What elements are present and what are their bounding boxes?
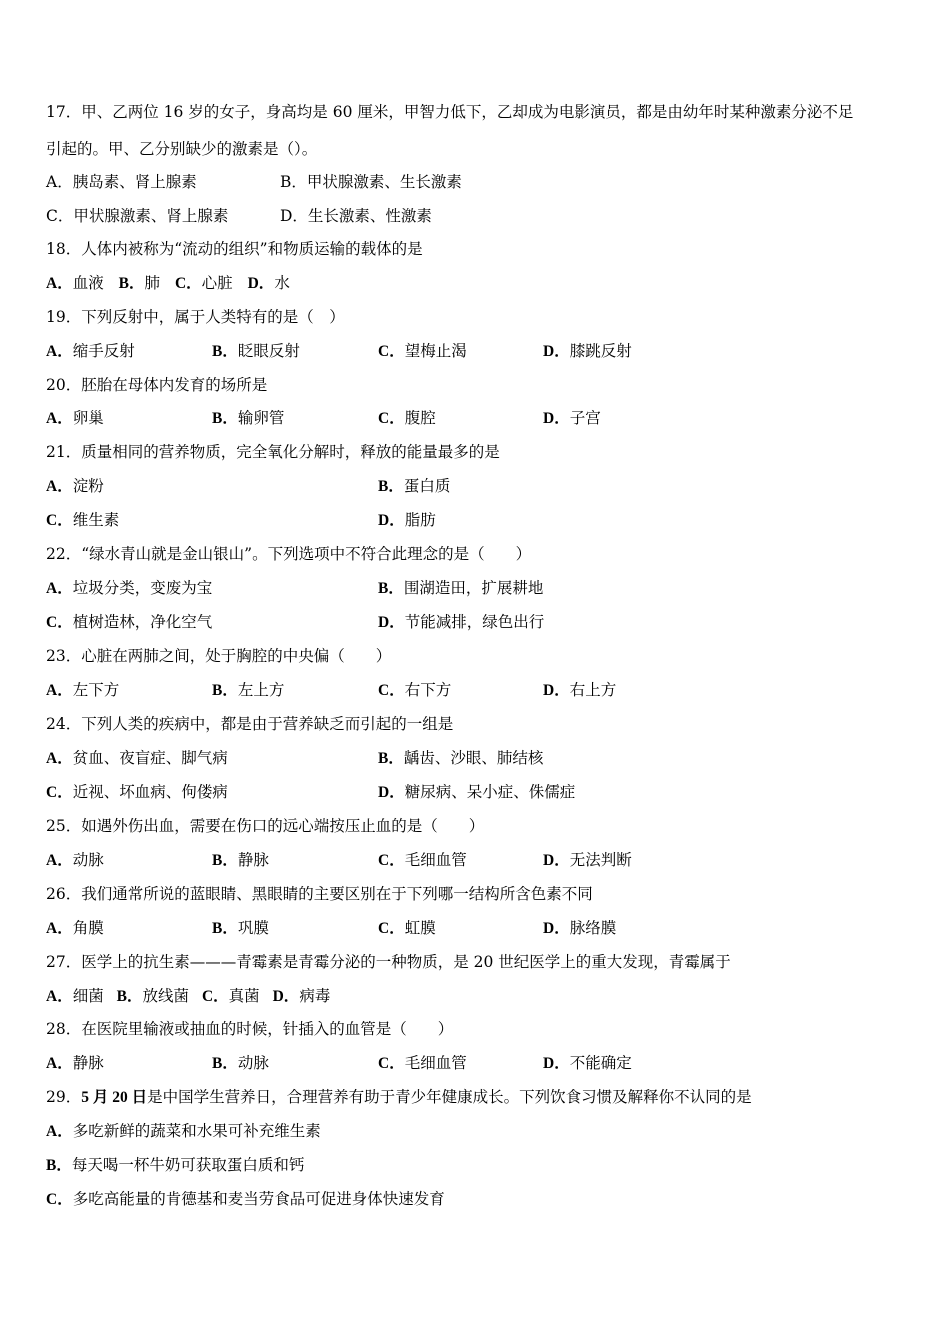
q18-option-b: 肺 bbox=[144, 274, 161, 292]
q27-option-a: 细菌 bbox=[72, 987, 104, 1005]
q24-option-d: 糖尿病、呆小症、侏儒症 bbox=[404, 783, 576, 801]
q27-option-d: 病毒 bbox=[299, 987, 331, 1005]
q29-option-a: 多吃新鲜的蔬菜和水果可补充维生素 bbox=[72, 1122, 321, 1140]
q19-option-a-letter: A． bbox=[46, 343, 73, 360]
q23-option-c-row bbox=[378, 680, 451, 701]
q19-stem: 19．下列反射中，属于人类特有的是（ ） bbox=[46, 308, 345, 326]
q29-option-a-row bbox=[46, 1121, 321, 1142]
q19-option-b: 眨眼反射 bbox=[237, 342, 300, 360]
q23-option-a-letter: A． bbox=[46, 682, 73, 699]
q28-option-d: 不能确定 bbox=[569, 1054, 632, 1072]
q18-option-d: 水 bbox=[274, 274, 290, 292]
q23-option-b-letter: B． bbox=[212, 682, 238, 699]
q20-option-d-letter: D． bbox=[543, 410, 570, 427]
q19-option-a-row bbox=[46, 341, 135, 362]
q28-option-b-letter: B． bbox=[212, 1055, 238, 1072]
q26-option-a-row bbox=[46, 918, 104, 939]
q26-option-d-letter: D． bbox=[543, 920, 570, 937]
q28-option-a: 静脉 bbox=[72, 1054, 104, 1072]
q18-option-b-letter: B． bbox=[118, 275, 145, 292]
q25-option-a-row bbox=[46, 850, 104, 871]
q26-option-d-row bbox=[543, 918, 616, 939]
q24-option-c-letter: C． bbox=[46, 784, 73, 801]
q18-option-c-letter: C． bbox=[174, 275, 202, 292]
q28-option-c-letter: C． bbox=[378, 1055, 405, 1072]
q22-option-c-row bbox=[46, 612, 212, 633]
q23-option-d: 右上方 bbox=[569, 681, 617, 699]
q22-option-a-letter: A． bbox=[46, 580, 73, 597]
q18-stem: 18．人体内被称为“流动的组织”和物质运输的载体的是 bbox=[46, 240, 423, 258]
q29-stem-text: 是中国学生营养日，合理营养有助于青少年健康成长。下列饮食习惯及解释你不认同的是 bbox=[147, 1088, 752, 1106]
q26-stem: 26．我们通常所说的蓝眼睛、黑眼睛的主要区别在于下列哪一结构所含色素不同 bbox=[46, 885, 593, 903]
q21-option-b-row bbox=[378, 476, 450, 497]
q18-option-c: 心脏 bbox=[201, 274, 233, 292]
q27-options bbox=[46, 986, 330, 1007]
q22-stem: 22．“绿水青山就是金山银山”。下列选项中不符合此理念的是（ ） bbox=[46, 545, 532, 563]
q19-option-d-letter: D． bbox=[543, 343, 570, 360]
q23-option-c-letter: C． bbox=[378, 682, 405, 699]
q24-option-c-row bbox=[46, 782, 228, 803]
q28-option-c-row bbox=[378, 1053, 467, 1074]
q28-option-b: 动脉 bbox=[237, 1054, 269, 1072]
q20-option-c-letter: C． bbox=[378, 410, 405, 427]
q26-option-b: 巩膜 bbox=[237, 919, 269, 937]
q29-option-b-row bbox=[46, 1155, 304, 1176]
q19-option-c: 望梅止渴 bbox=[404, 342, 467, 360]
q23-stem: 23．心脏在两肺之间，处于胸腔的中央偏（ ） bbox=[46, 647, 392, 665]
q24-option-b-letter: B． bbox=[378, 750, 404, 767]
q26-option-a-letter: A． bbox=[46, 920, 73, 937]
q18-options bbox=[46, 273, 290, 294]
q17-option-a: A．胰岛素、肾上腺素 bbox=[46, 173, 197, 191]
q20-option-c: 腹腔 bbox=[404, 409, 436, 427]
q29-option-a-letter: A． bbox=[46, 1123, 73, 1140]
q21-option-a: 淀粉 bbox=[72, 477, 104, 495]
q20-option-b: 输卵管 bbox=[237, 409, 285, 427]
q21-stem: 21．质量相同的营养物质，完全氧化分解时，释放的能量最多的是 bbox=[46, 443, 500, 461]
q26-option-d: 脉络膜 bbox=[569, 919, 617, 937]
q19-option-b-row bbox=[212, 341, 300, 362]
q25-option-c-letter: C． bbox=[378, 852, 405, 869]
q25-option-a: 动脉 bbox=[72, 851, 104, 869]
q25-option-b-letter: B． bbox=[212, 852, 238, 869]
q24-option-d-letter: D． bbox=[378, 784, 405, 801]
q20-option-a-letter: A． bbox=[46, 410, 73, 427]
q29-date: 5 月 20 日 bbox=[81, 1089, 148, 1106]
q21-option-d: 脂肪 bbox=[404, 511, 436, 529]
q17-stem-line1: 17．甲、乙两位 16 岁的女子，身高均是 60 厘米，甲智力低下，乙却成为电影演员，都是由幼年时某种激素分泌不足 bbox=[46, 103, 854, 121]
q20-option-d-row bbox=[543, 408, 601, 429]
q29-option-c-letter: C． bbox=[46, 1191, 73, 1208]
q20-option-a: 卵巢 bbox=[72, 409, 104, 427]
q22-option-c: 植树造林，净化空气 bbox=[72, 613, 213, 631]
q26-option-c-row bbox=[378, 918, 436, 939]
q20-option-b-letter: B． bbox=[212, 410, 238, 427]
q27-option-c: 真菌 bbox=[228, 987, 260, 1005]
q25-option-b: 静脉 bbox=[237, 851, 269, 869]
q27-option-b-letter: B． bbox=[116, 988, 143, 1005]
q29-option-c-row bbox=[46, 1189, 445, 1210]
q22-option-b: 围湖造田，扩展耕地 bbox=[403, 579, 544, 597]
q28-option-a-letter: A． bbox=[46, 1055, 73, 1072]
q22-option-a: 垃圾分类，变废为宝 bbox=[72, 579, 213, 597]
q19-option-d: 膝跳反射 bbox=[569, 342, 632, 360]
q25-option-a-letter: A． bbox=[46, 852, 73, 869]
q27-stem: 27．医学上的抗生素———青霉素是青霉分泌的一种物质，是 20 世纪医学上的重大发现，青霉属于 bbox=[46, 953, 731, 971]
q27-option-d-letter: D． bbox=[272, 988, 300, 1005]
q26-option-c-letter: C． bbox=[378, 920, 405, 937]
q18-option-a-letter: A． bbox=[46, 275, 73, 292]
q23-option-a-row bbox=[46, 680, 119, 701]
q19-option-a: 缩手反射 bbox=[72, 342, 135, 360]
q21-option-c: 维生素 bbox=[72, 511, 120, 529]
q25-option-b-row bbox=[212, 850, 269, 871]
q26-option-b-row bbox=[212, 918, 269, 939]
q25-stem: 25．如遇外伤出血，需要在伤口的远心端按压止血的是（ ） bbox=[46, 817, 485, 835]
q23-option-b: 左上方 bbox=[237, 681, 285, 699]
q23-option-d-letter: D． bbox=[543, 682, 570, 699]
q28-stem: 28．在医院里输液或抽血的时候，针插入的血管是（ ） bbox=[46, 1020, 454, 1038]
q24-option-a-letter: A． bbox=[46, 750, 73, 767]
q18-option-d-letter: D． bbox=[247, 275, 275, 292]
q24-option-b: 龋齿、沙眼、肺结核 bbox=[403, 749, 544, 767]
q18-option-a: 血液 bbox=[72, 274, 104, 292]
q25-option-d-letter: D． bbox=[543, 852, 570, 869]
q23-option-d-row bbox=[543, 680, 616, 701]
q20-option-d: 子宫 bbox=[569, 409, 601, 427]
q22-option-b-letter: B． bbox=[378, 580, 404, 597]
q21-option-c-letter: C． bbox=[46, 512, 73, 529]
q20-option-b-row bbox=[212, 408, 284, 429]
q21-option-d-letter: D． bbox=[378, 512, 405, 529]
q24-option-b-row bbox=[378, 748, 543, 769]
q24-option-a-row bbox=[46, 748, 228, 769]
q17-option-d: D．生长激素、性激素 bbox=[280, 207, 432, 225]
q29-option-b: 每天喝一杯牛奶可获取蛋白质和钙 bbox=[71, 1156, 305, 1174]
q17-option-b: B．甲状腺激素、生长激素 bbox=[280, 173, 462, 191]
q25-option-c-row bbox=[378, 850, 467, 871]
q28-option-a-row bbox=[46, 1053, 104, 1074]
q22-option-d-letter: D． bbox=[378, 614, 405, 631]
q28-option-b-row bbox=[212, 1053, 269, 1074]
q20-stem: 20．胚胎在母体内发育的场所是 bbox=[46, 376, 268, 394]
q22-option-d: 节能减排，绿色出行 bbox=[404, 613, 545, 631]
q22-option-a-row bbox=[46, 578, 212, 599]
q22-option-b-row bbox=[378, 578, 543, 599]
q21-option-d-row bbox=[378, 510, 436, 531]
q21-option-c-row bbox=[46, 510, 119, 531]
q28-option-c: 毛细血管 bbox=[404, 1054, 467, 1072]
q28-option-d-row bbox=[543, 1053, 632, 1074]
q19-option-c-row bbox=[378, 341, 467, 362]
q21-option-b: 蛋白质 bbox=[403, 477, 451, 495]
q17-stem-line2: 引起的。甲、乙分别缺少的激素是（）。 bbox=[46, 140, 318, 158]
q26-option-b-letter: B． bbox=[212, 920, 238, 937]
q26-option-a: 角膜 bbox=[72, 919, 104, 937]
q19-option-b-letter: B． bbox=[212, 343, 238, 360]
q29-number: 29． bbox=[46, 1088, 82, 1106]
q23-option-b-row bbox=[212, 680, 284, 701]
q21-option-a-row bbox=[46, 476, 104, 497]
q21-option-b-letter: B． bbox=[378, 478, 404, 495]
q19-option-c-letter: C． bbox=[378, 343, 405, 360]
q17-option-c: C．甲状腺激素、肾上腺素 bbox=[46, 207, 229, 225]
q25-option-d: 无法判断 bbox=[569, 851, 632, 869]
q24-option-c: 近视、坏血病、佝偻病 bbox=[72, 783, 228, 801]
q27-option-a-letter: A． bbox=[46, 988, 73, 1005]
q19-option-d-row bbox=[543, 341, 632, 362]
q25-option-d-row bbox=[543, 850, 632, 871]
q24-option-d-row bbox=[378, 782, 575, 803]
q27-option-c-letter: C． bbox=[201, 988, 229, 1005]
q29-stem bbox=[46, 1087, 752, 1108]
q29-option-b-letter: B． bbox=[46, 1157, 72, 1174]
q22-option-d-row bbox=[378, 612, 544, 633]
q24-option-a: 贫血、夜盲症、脚气病 bbox=[72, 749, 228, 767]
q26-option-c: 虹膜 bbox=[404, 919, 436, 937]
q27-option-b: 放线菌 bbox=[142, 987, 190, 1005]
q21-option-a-letter: A． bbox=[46, 478, 73, 495]
q20-option-c-row bbox=[378, 408, 436, 429]
q23-option-a: 左下方 bbox=[72, 681, 120, 699]
q20-option-a-row bbox=[46, 408, 104, 429]
q29-option-c: 多吃高能量的肯德基和麦当劳食品可促进身体快速发育 bbox=[72, 1190, 445, 1208]
q22-option-c-letter: C． bbox=[46, 614, 73, 631]
q23-option-c: 右下方 bbox=[404, 681, 452, 699]
q24-stem: 24．下列人类的疾病中，都是由于营养缺乏而引起的一组是 bbox=[46, 715, 454, 733]
q28-option-d-letter: D． bbox=[543, 1055, 570, 1072]
q25-option-c: 毛细血管 bbox=[404, 851, 467, 869]
